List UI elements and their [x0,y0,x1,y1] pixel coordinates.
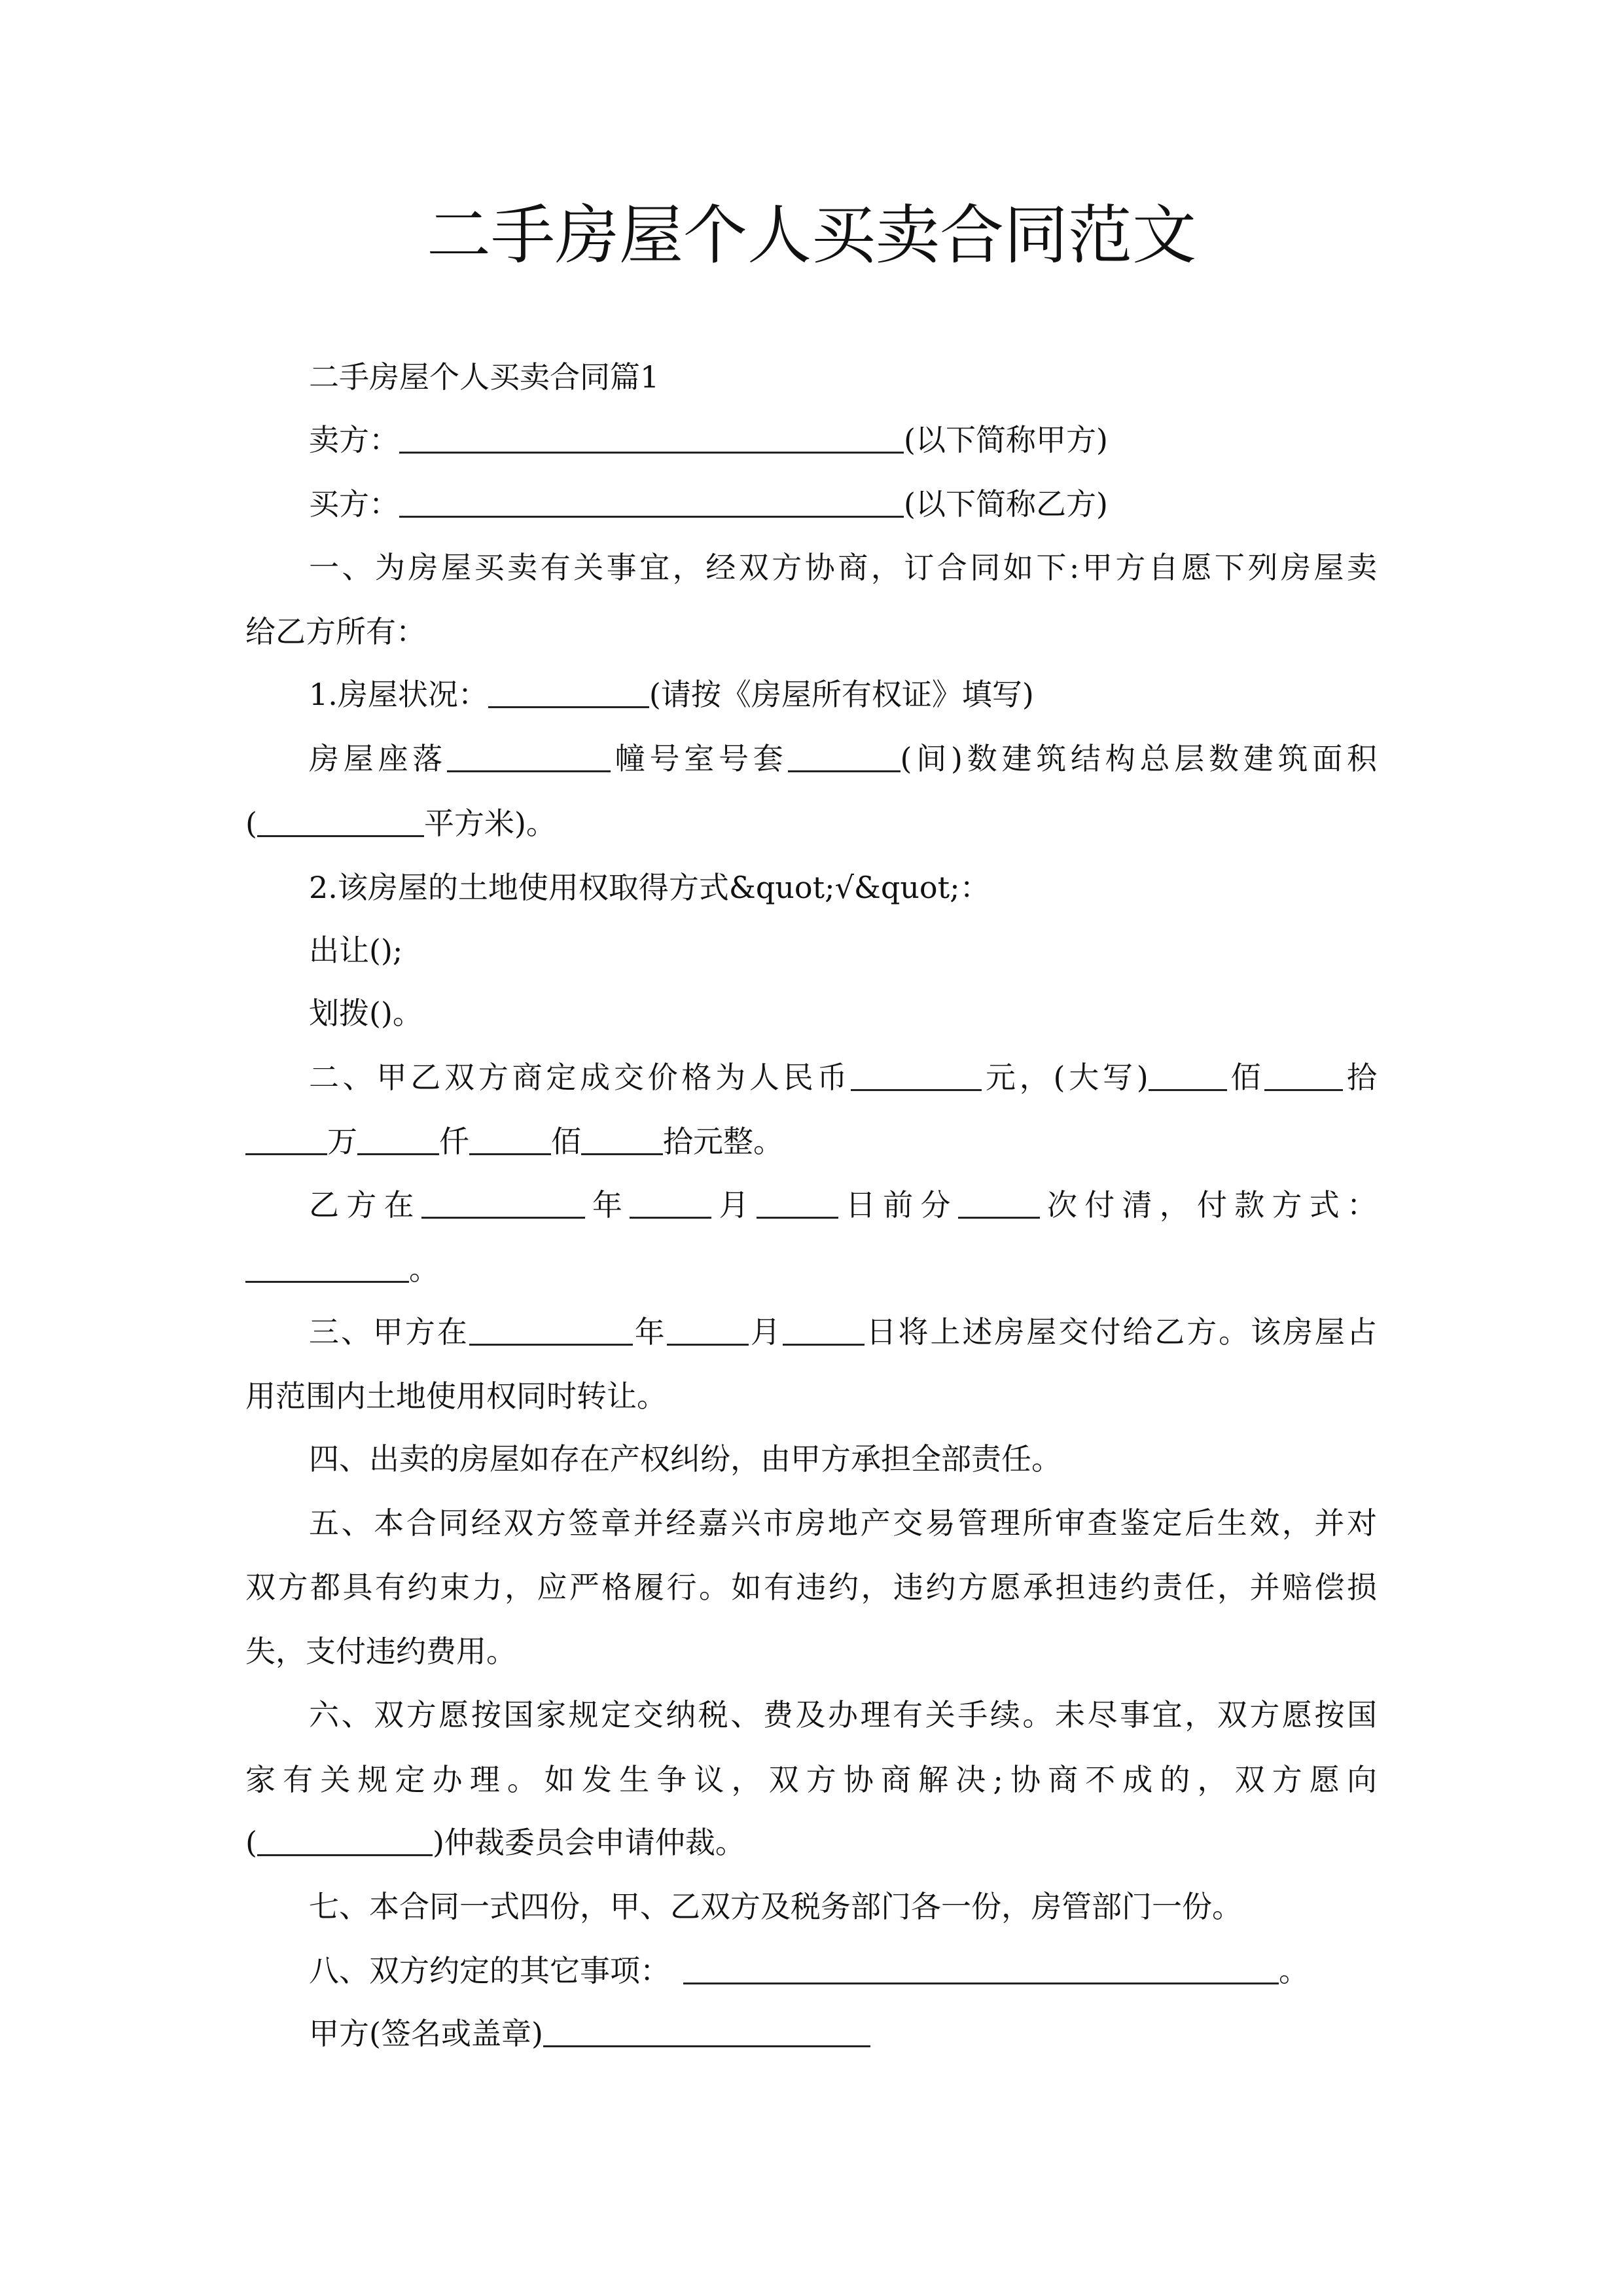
area-open-paren: ( [245,806,257,841]
day-blank [757,1174,838,1219]
clause-6-line-1: 六、双方愿按国家规定交纳税、费及办理有关手续。未尽事宜，双方愿按国 [309,1697,1377,1732]
payment-method-blank [245,1238,409,1283]
payment-label: 乙方在 [309,1187,421,1223]
payment-method-label: 次付清，付款方式： [1039,1187,1377,1223]
unit-text: 日前分 [838,1187,958,1223]
buyer-label: 买方： [309,486,399,522]
buyer-suffix: (以下简称乙方) [904,486,1108,522]
clause-4: 四、出卖的房屋如存在产权纠纷，由甲方承担全部责任。 [309,1441,1061,1477]
house-status-note: (请按《房屋所有权证》填写) [649,677,1034,712]
times-blank [958,1174,1040,1219]
house-status-blank [488,663,649,708]
price-label: 二、甲乙双方商定成交价格为人民币 [309,1060,851,1095]
seller-suffix: (以下简称甲方) [904,422,1108,457]
location-blank [447,727,611,772]
price-blank [851,1046,982,1091]
arbitration-blank [257,1811,433,1856]
clause-5-line-2: 双方都具有约束力，应严格履行。如有违约，违约方愿承担违约责任，并赔偿损 [245,1570,1377,1605]
clause-7: 七、本合同一式四份，甲、乙双方及税务部门各一份，房管部门一份。 [309,1889,1242,1924]
blank [245,1110,327,1155]
blank [357,1110,439,1155]
month-blank [630,1174,711,1219]
building-label: 幢号室号套 [611,741,788,776]
unit-text: 年 [632,1314,667,1350]
blank [1149,1046,1227,1091]
year-blank [421,1174,585,1219]
price-line-2 [245,1110,1377,1174]
house-status-label: 1.房屋状况： [309,677,488,712]
land-use-line: 2.该房屋的土地使用权取得方式&quot;√&quot;： [309,870,990,905]
clause-5-line-3: 失，支付违约费用。 [245,1634,516,1669]
contract-heading: 二手房屋个人买卖合同篇1 [309,359,660,395]
party-a-signature-label: 甲方(签名或盖章) [309,2016,543,2051]
blank [469,1110,551,1155]
buyer-line [309,473,1377,536]
structure-label: (间)数建筑结构总层数建筑面积 [900,741,1377,776]
unit-text: 月 [748,1314,783,1350]
area-unit: 平方米)。 [423,806,556,841]
area-line [245,792,1377,855]
price-uppercase-label: 元，(大写) [982,1060,1149,1095]
document-title: 二手房屋个人买卖合同范文 [426,198,1196,273]
option-allocation: 划拨()。 [309,996,423,1031]
payment-method-line [245,1238,1377,1301]
unit-text: 日将上述房屋交付给乙方。该房屋占 [864,1314,1378,1350]
clause-3-line-2: 用范围内土地使用权同时转让。 [245,1378,667,1414]
unit-text: 月 [711,1187,757,1223]
unit-text: 佰 [1226,1060,1265,1095]
blank [1264,1046,1343,1091]
clause-6-line-2: 家有关规定办理。如发生争议，双方协商解决;协商不成的，双方愿向 [245,1762,1377,1797]
location-label: 房屋座落 [309,741,448,776]
blank [581,1110,663,1155]
month-blank [667,1300,749,1346]
clause-8 [309,1939,1377,2003]
other-matters-blank [683,1939,1279,1984]
option-transfer: 出让(); [309,933,403,968]
open-paren: ( [245,1825,257,1860]
buyer-blank [399,473,904,518]
arbitration-text: )仲裁委员会申请仲裁。 [432,1825,745,1860]
unit-text: 仟 [439,1124,469,1159]
seller-label: 卖方： [309,422,399,457]
payment-line [309,1174,1377,1237]
other-matters-label: 八、双方约定的其它事项： [309,1953,670,1988]
unit-text: 年 [584,1187,630,1223]
unit-text: 拾元整。 [663,1124,783,1159]
clause-6-line-3 [245,1811,1377,1874]
clause-3-line-1 [309,1300,1377,1364]
seller-blank [399,408,904,454]
clause-1-line-1: 一、为房屋买卖有关事宜，经双方协商，订合同如下:甲方自愿下列房屋卖 [309,550,1377,585]
area-blank [257,792,424,837]
period: 。 [1279,1953,1309,1988]
period: 。 [409,1251,439,1287]
seller-line [309,408,1377,472]
clause-5-line-1: 五、本合同经双方签章并经嘉兴市房地产交易管理所审查鉴定后生效，并对 [309,1505,1377,1541]
unit-text: 万 [327,1124,357,1159]
rooms-blank [788,727,901,772]
party-a-signature-line [309,2002,1377,2066]
clause-3-label: 三、甲方在 [309,1314,469,1350]
unit-text: 佰 [551,1124,581,1159]
day-blank [783,1300,865,1346]
house-location-line [309,727,1377,791]
year-blank [469,1300,633,1346]
party-a-signature-blank [543,2002,870,2047]
clause-1-line-2: 给乙方所有： [245,614,426,649]
price-line-1 [309,1046,1377,1109]
unit-text: 拾 [1343,1060,1378,1095]
house-status-line [309,663,1377,726]
